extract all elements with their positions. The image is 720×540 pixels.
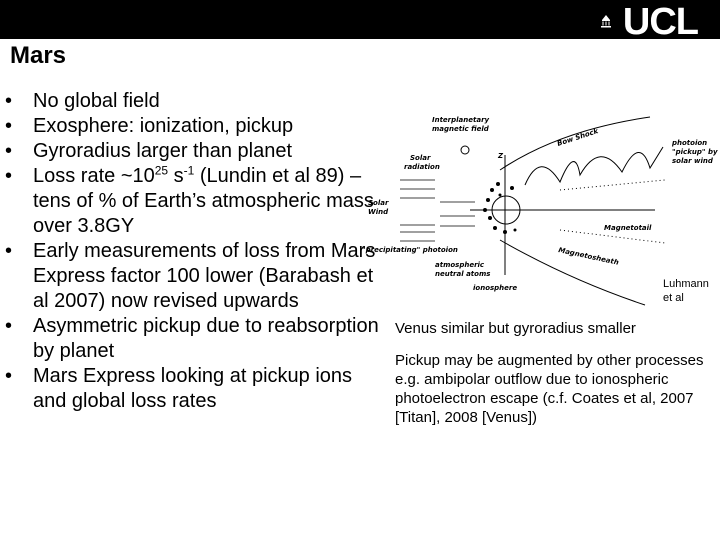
solar-radiation-waves: [400, 180, 475, 241]
diagram-credit: Luhmann et al: [663, 278, 709, 304]
pickup-trajectory: [525, 147, 663, 185]
bullet-item: • Gyroradius larger than planet: [0, 139, 380, 164]
label-magnetotail: Magnetotail: [604, 224, 652, 232]
bullet-item: • Asymmetric pickup due to reabsorption by planet: [0, 314, 380, 364]
ucl-logo: UCL: [623, 2, 698, 42]
label-atmospheric: neutral atoms: [435, 270, 491, 278]
label-bow-shock: Bow Shock: [556, 127, 600, 148]
slide-title: Mars: [10, 42, 67, 69]
bullet-item: • Exosphere: ionization, pickup: [0, 114, 380, 139]
label-magnetosheath: Magnetosheath: [557, 246, 620, 267]
bullet-item: • Mars Express looking at pickup ions and global loss rates: [0, 364, 380, 414]
label-ionosphere: ionosphere: [473, 284, 518, 292]
label-solar-wind: Solar: [368, 199, 389, 207]
venus-note: Venus similar but gyroradius smaller: [395, 320, 636, 337]
label-imf: Interplanetary: [432, 116, 490, 124]
portico-icon: [599, 14, 613, 28]
bullet-list: [0, 89, 380, 414]
bullet-item: • Loss rate $\sim 10^{25}$ $s^{-1}$ (Lundin et al 89) – tens of % of Earth’s atmospheric mass over 3.8GY: [0, 164, 380, 239]
label-photoion: photoion: [672, 139, 708, 147]
imf-symbol: [461, 146, 469, 154]
label-photoion: solar wind: [672, 157, 713, 165]
label-imf: magnetic field: [432, 125, 489, 133]
label-atmospheric: atmospheric: [435, 261, 485, 269]
label-precipitating: "precipitating" photoion: [362, 246, 458, 254]
pickup-note: Pickup may be augmented by other processes e.g. ambipolar outflow due to ionospheric photoelectron escape (c.f. Coates et al, 2007 [Titan], 2008 [Venus]): [395, 352, 704, 426]
label-solar-radiation: Solar: [410, 154, 431, 162]
label-solar-radiation: radiation: [404, 163, 440, 171]
label-solar-wind: Wind: [368, 208, 389, 216]
bullet-item: • No global field: [0, 89, 380, 114]
bullet-item: • Early measurements of loss from Mars Express factor 100 lower (Barabash et al 2007) now revised upwards: [0, 239, 380, 314]
label-z: Z: [498, 152, 504, 160]
plasma-particles: [483, 182, 517, 234]
header-bar: [0, 0, 720, 43]
label-photoion: "pickup" by: [672, 148, 718, 156]
